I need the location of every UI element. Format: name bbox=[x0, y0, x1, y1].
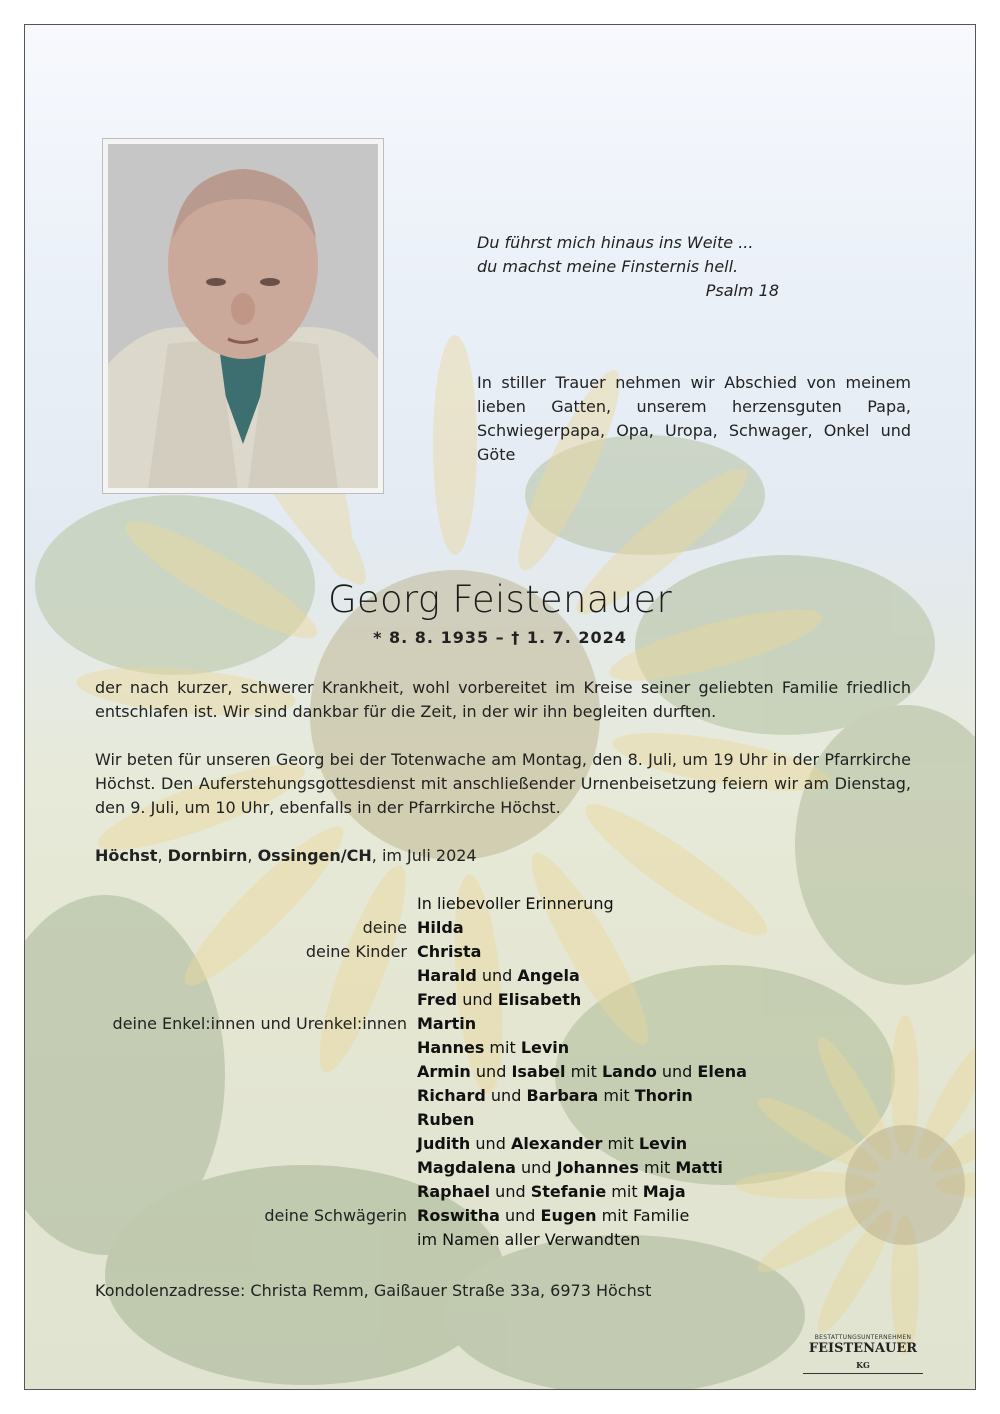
passing-paragraph: der nach kurzer, schwerer Krankheit, wohl vorbereitet im Kreise seiner geliebten Familie friedlich entschlafen ist. Wir sind dankbar für die Zeit, in der wir ihn begleiten durften. bbox=[95, 678, 911, 721]
family-row bbox=[95, 1084, 915, 1108]
connector-text: und bbox=[457, 990, 498, 1009]
family-row bbox=[95, 1156, 915, 1180]
connector-text: mit bbox=[638, 1158, 676, 1177]
family-row bbox=[95, 1228, 915, 1252]
connector-text: mit bbox=[598, 1086, 635, 1105]
family-row bbox=[95, 916, 915, 940]
family-member-name: Judith bbox=[417, 1134, 471, 1153]
place-separator: , bbox=[157, 846, 168, 865]
family-members bbox=[417, 1012, 915, 1036]
connector-text: und bbox=[656, 1062, 698, 1081]
intro-text: In stiller Trauer nehmen wir Abschied von meinem lieben Gatten, unserem herzensguten Papa, Schwiegerpapa, Opa, Uropa, Schwager, Onkel und Göte bbox=[477, 373, 911, 464]
family-row bbox=[95, 1180, 915, 1204]
family-row bbox=[95, 1204, 915, 1228]
place-hoechst: Höchst bbox=[95, 846, 158, 865]
family-member-name: Angela bbox=[517, 966, 580, 985]
family-member-name: Roswitha bbox=[417, 1206, 500, 1225]
family-member-name: Maja bbox=[642, 1182, 686, 1201]
family-relation-label: deine bbox=[362, 918, 407, 937]
family-relation-label bbox=[95, 1084, 417, 1108]
family-row bbox=[95, 1012, 915, 1036]
service-paragraph: Wir beten für unseren Georg bei der Totenwache am Montag, den 8. Juli, um 19 Uhr in der Pfarrkirche Höchst. Den Auferstehungsgottesdienst mit anschließender Urnenbeisetzung feiern wir am Dienstag, den 9. Juli, um 10 Uhr, ebenfalls in der Pfarrkirche Höchst. bbox=[95, 750, 911, 817]
place-dornbirn: Dornbirn bbox=[167, 846, 248, 865]
family-member-name: Stefanie bbox=[530, 1182, 607, 1201]
family-members bbox=[417, 988, 915, 1012]
family-member-name: Richard bbox=[417, 1086, 486, 1105]
family-relation-label bbox=[95, 1156, 417, 1180]
family-member-name: Harald bbox=[417, 966, 477, 985]
parte-card bbox=[24, 24, 976, 1390]
family-relation-label bbox=[95, 1060, 417, 1084]
date-text: , im Juli 2024 bbox=[371, 846, 477, 865]
psalm-line-2: du machst meine Finsternis hell. bbox=[477, 257, 739, 276]
family-relation-label bbox=[95, 1036, 417, 1060]
connector-text: im Namen aller Verwandten bbox=[417, 1230, 641, 1249]
family-members bbox=[417, 1036, 915, 1060]
logo-suffix: KG bbox=[856, 1360, 870, 1370]
portrait-frame bbox=[102, 138, 384, 494]
place-separator: , bbox=[247, 846, 258, 865]
family-row bbox=[95, 988, 915, 1012]
family-member-name: Lando bbox=[601, 1062, 657, 1081]
family-member-name: Magdalena bbox=[417, 1158, 516, 1177]
psalm-reference: Psalm 18 bbox=[705, 281, 779, 300]
family-relation-label bbox=[95, 1180, 417, 1204]
connector-text: mit Familie bbox=[596, 1206, 690, 1225]
deceased-name: Georg Feistenauer bbox=[327, 578, 673, 621]
family-member-name: Martin bbox=[417, 1014, 477, 1033]
connector-text: mit bbox=[484, 1038, 521, 1057]
family-row bbox=[95, 1108, 915, 1132]
family-members bbox=[417, 1228, 915, 1252]
family-member-name: Armin bbox=[417, 1062, 471, 1081]
family-member-name: Hannes bbox=[417, 1038, 485, 1057]
family-relation-label: deine Schwägerin bbox=[264, 1206, 407, 1225]
connector-text: und bbox=[485, 1086, 527, 1105]
family-relation-label: deine Kinder bbox=[305, 942, 407, 961]
place-date-line bbox=[95, 844, 477, 868]
family-member-name: Isabel bbox=[511, 1062, 566, 1081]
family-member-name: Levin bbox=[520, 1038, 570, 1057]
connector-text: und bbox=[470, 1062, 512, 1081]
connector-text: mit bbox=[606, 1182, 643, 1201]
family-member-name: Hilda bbox=[417, 918, 464, 937]
family-heading-row bbox=[95, 892, 915, 916]
family-member-name: Ruben bbox=[417, 1110, 475, 1129]
psalm-line-1: Du führst mich hinaus ins Weite ... bbox=[477, 233, 754, 252]
funeral-home-logo bbox=[803, 1334, 923, 1374]
family-row bbox=[95, 1132, 915, 1156]
family-list bbox=[95, 892, 915, 1252]
life-dates: * 8. 8. 1935 – † 1. 7. 2024 bbox=[373, 628, 627, 647]
family-members bbox=[417, 1132, 915, 1156]
logo-tagline: BESTATTUNGSUNTERNEHMEN bbox=[814, 1334, 912, 1341]
family-member-name: Eugen bbox=[540, 1206, 597, 1225]
family-members bbox=[417, 1060, 915, 1084]
family-member-name: Raphael bbox=[417, 1182, 491, 1201]
connector-text: mit bbox=[565, 1062, 602, 1081]
condolence-address: Kondolenzadresse: Christa Remm, Gaißauer Straße 33a, 6973 Höchst bbox=[95, 1281, 652, 1300]
family-member-name: Elisabeth bbox=[497, 990, 582, 1009]
connector-text: und bbox=[476, 966, 518, 985]
family-member-name: Barbara bbox=[526, 1086, 599, 1105]
family-member-name: Alexander bbox=[510, 1134, 603, 1153]
family-member-name: Fred bbox=[417, 990, 458, 1009]
family-members bbox=[417, 1180, 915, 1204]
family-members bbox=[417, 1156, 915, 1180]
portrait-photo bbox=[108, 144, 378, 488]
family-member-name: Matti bbox=[675, 1158, 723, 1177]
family-members bbox=[417, 1204, 915, 1228]
family-relation-label bbox=[95, 988, 417, 1012]
connector-text: mit bbox=[602, 1134, 639, 1153]
family-relation-label bbox=[95, 1108, 417, 1132]
family-row bbox=[95, 964, 915, 988]
place-ossingen: Ossingen/CH bbox=[257, 846, 372, 865]
connector-text: und bbox=[499, 1206, 541, 1225]
family-member-name: Elena bbox=[697, 1062, 747, 1081]
family-relation-label: deine Enkel:innen und Urenkel:innen bbox=[112, 1014, 407, 1033]
family-row bbox=[95, 1060, 915, 1084]
family-members bbox=[417, 940, 915, 964]
psalm-quote bbox=[477, 231, 779, 303]
family-heading: In liebevoller Erinnerung bbox=[417, 894, 614, 913]
connector-text: und bbox=[515, 1158, 557, 1177]
family-members bbox=[417, 964, 915, 988]
family-member-name: Johannes bbox=[556, 1158, 639, 1177]
family-member-name: Thorin bbox=[634, 1086, 693, 1105]
family-member-name: Christa bbox=[417, 942, 482, 961]
family-relation-label bbox=[95, 1132, 417, 1156]
family-row bbox=[95, 940, 915, 964]
family-members bbox=[417, 916, 915, 940]
family-relation-label bbox=[95, 1228, 417, 1252]
connector-text: und bbox=[490, 1182, 531, 1201]
logo-name: FEISTENAUER bbox=[808, 1341, 918, 1356]
connector-text: und bbox=[470, 1134, 511, 1153]
family-relation-label bbox=[95, 964, 417, 988]
family-row bbox=[95, 1036, 915, 1060]
family-members bbox=[417, 1108, 915, 1132]
family-member-name: Levin bbox=[638, 1134, 688, 1153]
family-members bbox=[417, 1084, 915, 1108]
